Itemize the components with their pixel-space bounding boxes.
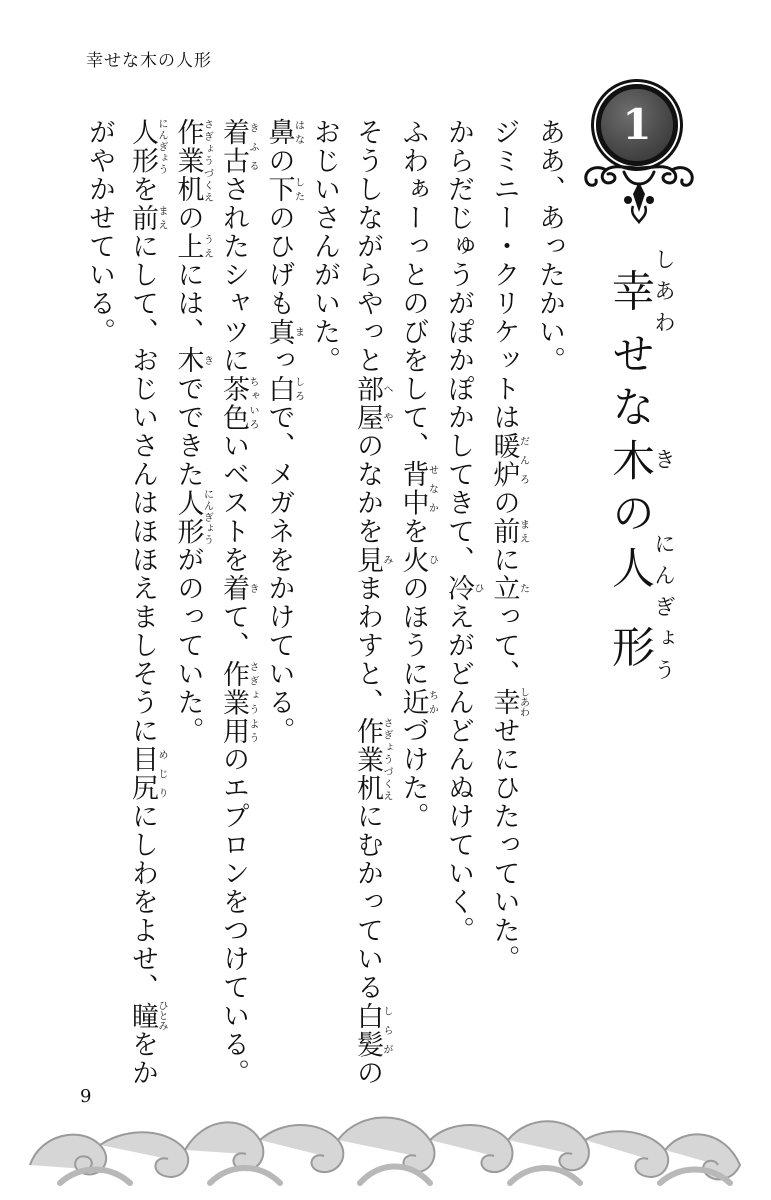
- text-run: で、メガネをかけている。: [263, 403, 295, 745]
- text-run: にしわをよせ、: [127, 802, 158, 1002]
- furigana: き: [247, 574, 258, 603]
- text-run: って、: [488, 602, 520, 688]
- ruby-word: 鼻はな: [263, 118, 304, 147]
- furigana: まえ: [156, 203, 167, 232]
- running-head: 幸せな木の人形: [86, 51, 212, 71]
- chapter-number-badge: [596, 84, 678, 166]
- furigana: せなか: [426, 460, 438, 517]
- text-run: の: [172, 203, 204, 232]
- text-run: づけた。: [397, 716, 429, 831]
- furigana: だんろ: [517, 431, 529, 489]
- ruby-word: 見み: [352, 545, 392, 574]
- ruby-word: 前まえ: [127, 203, 167, 232]
- text-run: をかがやかせている。: [84, 118, 158, 1087]
- text-run: にして、おじいさんはほほえましそうに: [127, 232, 158, 745]
- text-run: の: [263, 146, 295, 175]
- text-run: のなかを: [352, 431, 383, 546]
- ruby-word: 作業用さぎょうよう: [218, 659, 258, 745]
- ruby-word: 木き: [172, 346, 213, 375]
- text-run: にむかっている: [352, 802, 383, 1002]
- text-run: せにひたっていた。: [488, 716, 520, 973]
- text-run: がのっていた。: [172, 545, 204, 745]
- ruby-word: 目尻めじり: [127, 745, 167, 802]
- furigana: はな: [292, 118, 304, 147]
- ruby-word: 暖炉だんろ: [488, 431, 529, 489]
- text-run: そうしながらやっと: [352, 118, 383, 375]
- furigana: ひとみ: [156, 1000, 167, 1031]
- furigana: した: [292, 175, 304, 204]
- paragraph: [303, 118, 392, 1098]
- ruby-word: 白髪しらが: [352, 1001, 392, 1059]
- furigana: ひ: [426, 545, 438, 574]
- text-run: のおじいさんがいた。: [309, 118, 383, 1087]
- page-number: 9: [80, 1086, 92, 1107]
- ruby-word: 下した: [263, 175, 304, 204]
- paragraph: [528, 118, 571, 1098]
- furigana: きふる: [247, 118, 258, 175]
- text-run: て、: [218, 602, 249, 660]
- ruby-word: 部屋へや: [352, 374, 392, 432]
- flourish-icon: [578, 160, 700, 224]
- text-run: には、: [172, 260, 204, 346]
- furigana: み: [381, 545, 392, 574]
- ruby-word: 真ま: [263, 317, 304, 346]
- ruby-word: 前まえ: [488, 517, 529, 546]
- ruby-word: 背中せなか: [397, 460, 438, 517]
- text-run: えがどんどんぬけていく。: [443, 602, 474, 945]
- paragraph: [392, 118, 438, 1098]
- furigana: しろ: [292, 374, 304, 403]
- furigana: た: [517, 574, 529, 603]
- furigana: にんぎょう: [201, 488, 213, 546]
- paragraph: [78, 118, 167, 1098]
- scroll-border-icon: [20, 1095, 751, 1190]
- text-run: ジミニー・クリケットは: [488, 118, 520, 432]
- text-run: を: [397, 517, 429, 546]
- text-run: のほうに: [397, 574, 429, 688]
- furigana: き: [201, 346, 213, 375]
- text-run: ふわぁーっとのびをして、: [397, 118, 429, 460]
- furigana: さぎょうづくえ: [381, 716, 392, 802]
- paragraph: [437, 118, 483, 1098]
- furigana: めじり: [156, 745, 167, 802]
- ruby-word: 白しろ: [263, 374, 304, 403]
- furigana: まえ: [517, 517, 529, 546]
- paragraph: [258, 118, 304, 1098]
- ruby-word: 作業机さぎょうづくえ: [172, 118, 213, 204]
- furigana: さぎょうづくえ: [201, 118, 213, 204]
- text-run: されたシャツに: [218, 175, 249, 375]
- ruby-word: 着古きふる: [218, 118, 258, 175]
- furigana: ま: [292, 317, 304, 346]
- furigana: ちゃいろ: [247, 374, 258, 432]
- furigana: ちか: [426, 688, 438, 717]
- text-run: まわすと、: [352, 574, 383, 717]
- ruby-word: 人形にんぎょう: [127, 118, 167, 175]
- furigana: へや: [381, 374, 392, 432]
- ruby-word: 近ちか: [397, 688, 438, 717]
- furigana: ひ: [472, 574, 483, 603]
- text-run: でできた: [172, 374, 204, 489]
- ruby-word: 幸しあわ: [488, 687, 529, 718]
- text-run: のエプロンをつけている。: [218, 745, 249, 1087]
- ruby-word: 火ひ: [397, 545, 438, 574]
- furigana: うえ: [201, 232, 213, 261]
- text-run: ああ、あったかい。: [534, 118, 565, 375]
- ruby-word: 立た: [488, 574, 529, 603]
- text-run: に: [488, 545, 520, 574]
- paragraph: [483, 118, 529, 1098]
- text-run: を: [127, 175, 158, 204]
- text-run: のひげも: [263, 203, 295, 318]
- ruby-word: 着き: [218, 574, 258, 603]
- ruby-word: 冷ひ: [443, 574, 483, 603]
- furigana: しあわ: [517, 687, 529, 718]
- ruby-word: 上うえ: [172, 232, 213, 261]
- paragraph: [212, 118, 258, 1098]
- chapter-number: 1: [622, 100, 652, 149]
- furigana: にんぎょう: [156, 118, 167, 175]
- text-run: っ: [263, 346, 295, 375]
- text-run: の: [488, 488, 520, 517]
- ruby-word: 茶色ちゃいろ: [218, 374, 258, 432]
- text-run: いベストを: [218, 431, 249, 574]
- chapter-title: 幸しあわせな木きの人形にんぎょう: [605, 248, 676, 690]
- body-text: [78, 118, 571, 1098]
- furigana: しらが: [381, 1001, 392, 1059]
- text-run: からだじゅうがぽかぽかしてきて、: [443, 118, 474, 574]
- paragraph: [167, 118, 213, 1098]
- ruby-word: 作業机さぎょうづくえ: [352, 716, 392, 802]
- ruby-word: 人形にんぎょう: [172, 488, 213, 546]
- ruby-word: 瞳ひとみ: [127, 1000, 167, 1031]
- furigana: さぎょうよう: [247, 659, 258, 745]
